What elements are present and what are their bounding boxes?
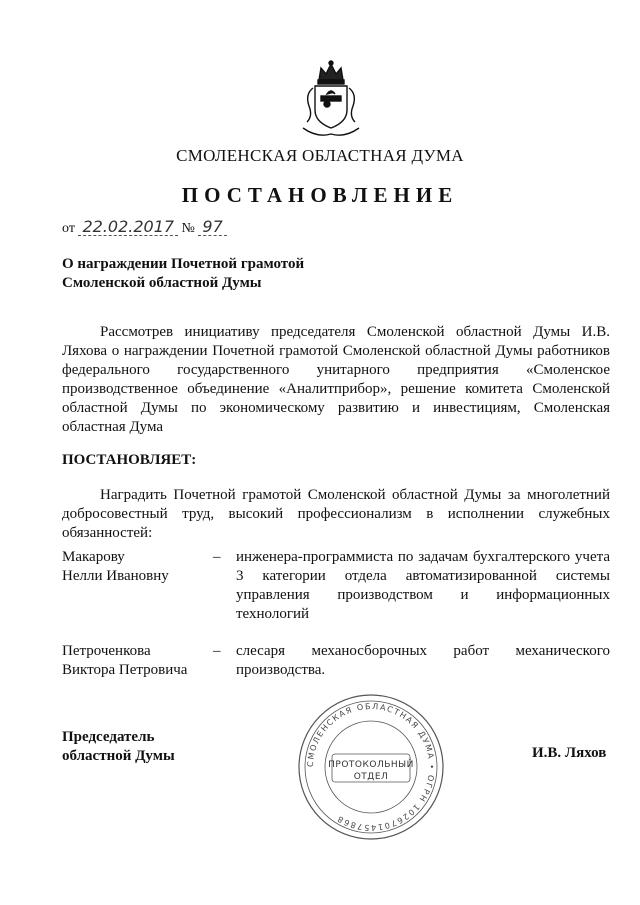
- recipient-dash: –: [213, 549, 221, 565]
- number-prefix: №: [181, 221, 195, 236]
- subject-line-2: Смоленской областной Думы: [62, 275, 262, 291]
- recipient-given-name: Нелли Ивановну: [62, 568, 169, 584]
- recipient-position: слесаря механосборочных работ механического производства.: [236, 643, 610, 678]
- seal-center-line-1: ПРОТОКОЛЬНЫЙ: [328, 760, 414, 770]
- signatory-name: И.В. Ляхов: [532, 745, 607, 761]
- preamble-paragraph: Рассмотрев инициативу председателя Смоленской областной Думы И.В. Ляхова о награждении Почетной грамотой Смоленской областной Думы работников федерального государственного унитарного предприятия «Смоленское производственное объединение «Аналитприбор», решение комитета Смоленской областной Думы по экономическому развитию и инвестициям, Смоленская областная Дума: [62, 324, 610, 435]
- seal-center-line-2: ОТДЕЛ: [353, 772, 389, 782]
- recipient-name: [62, 548, 222, 586]
- coat-of-arms-emblem: [297, 58, 365, 136]
- date-number-line: [62, 218, 227, 237]
- document-type-title: ПОСТАНОВЛЕНИЕ: [181, 183, 459, 207]
- document-subject: [62, 255, 362, 293]
- signatory-title-line-1: Председатель: [62, 729, 155, 745]
- signatory-title: [62, 728, 242, 766]
- recipient-given-name: Виктора Петровича: [62, 662, 188, 678]
- recipient-dash: –: [213, 643, 221, 659]
- signatory-title-line-2: областной Думы: [62, 748, 175, 764]
- decree-heading: ПОСТАНОВЛЯЕТ:: [62, 452, 197, 468]
- date-prefix: от: [62, 221, 75, 236]
- date-value: 22.02.2017: [78, 218, 178, 236]
- number-value: 97: [198, 218, 226, 236]
- recipient-name: [62, 642, 222, 680]
- organization-name: СМОЛЕНСКАЯ ОБЛАСТНАЯ ДУМА: [176, 146, 464, 165]
- decision-paragraph: Наградить Почетной грамотой Смоленской областной Думы за многолетний добросовестный труд, высокий профессионализм в исполнении служебных обязанностей:: [62, 487, 610, 541]
- recipient-surname: Петроченкова: [62, 643, 151, 659]
- recipient-surname: Макарову: [62, 549, 125, 565]
- subject-line-1: О награждении Почетной грамотой: [62, 256, 305, 272]
- recipient-position: инженера-программиста по задачам бухгалтерского учета 3 категории отдела автоматизированной системы управления производством и информационных технологий: [236, 549, 610, 622]
- seal-ring-text: СМОЛЕНСКАЯ ОБЛАСТНАЯ ДУМА • ОГРН 1026701457868: [305, 701, 437, 833]
